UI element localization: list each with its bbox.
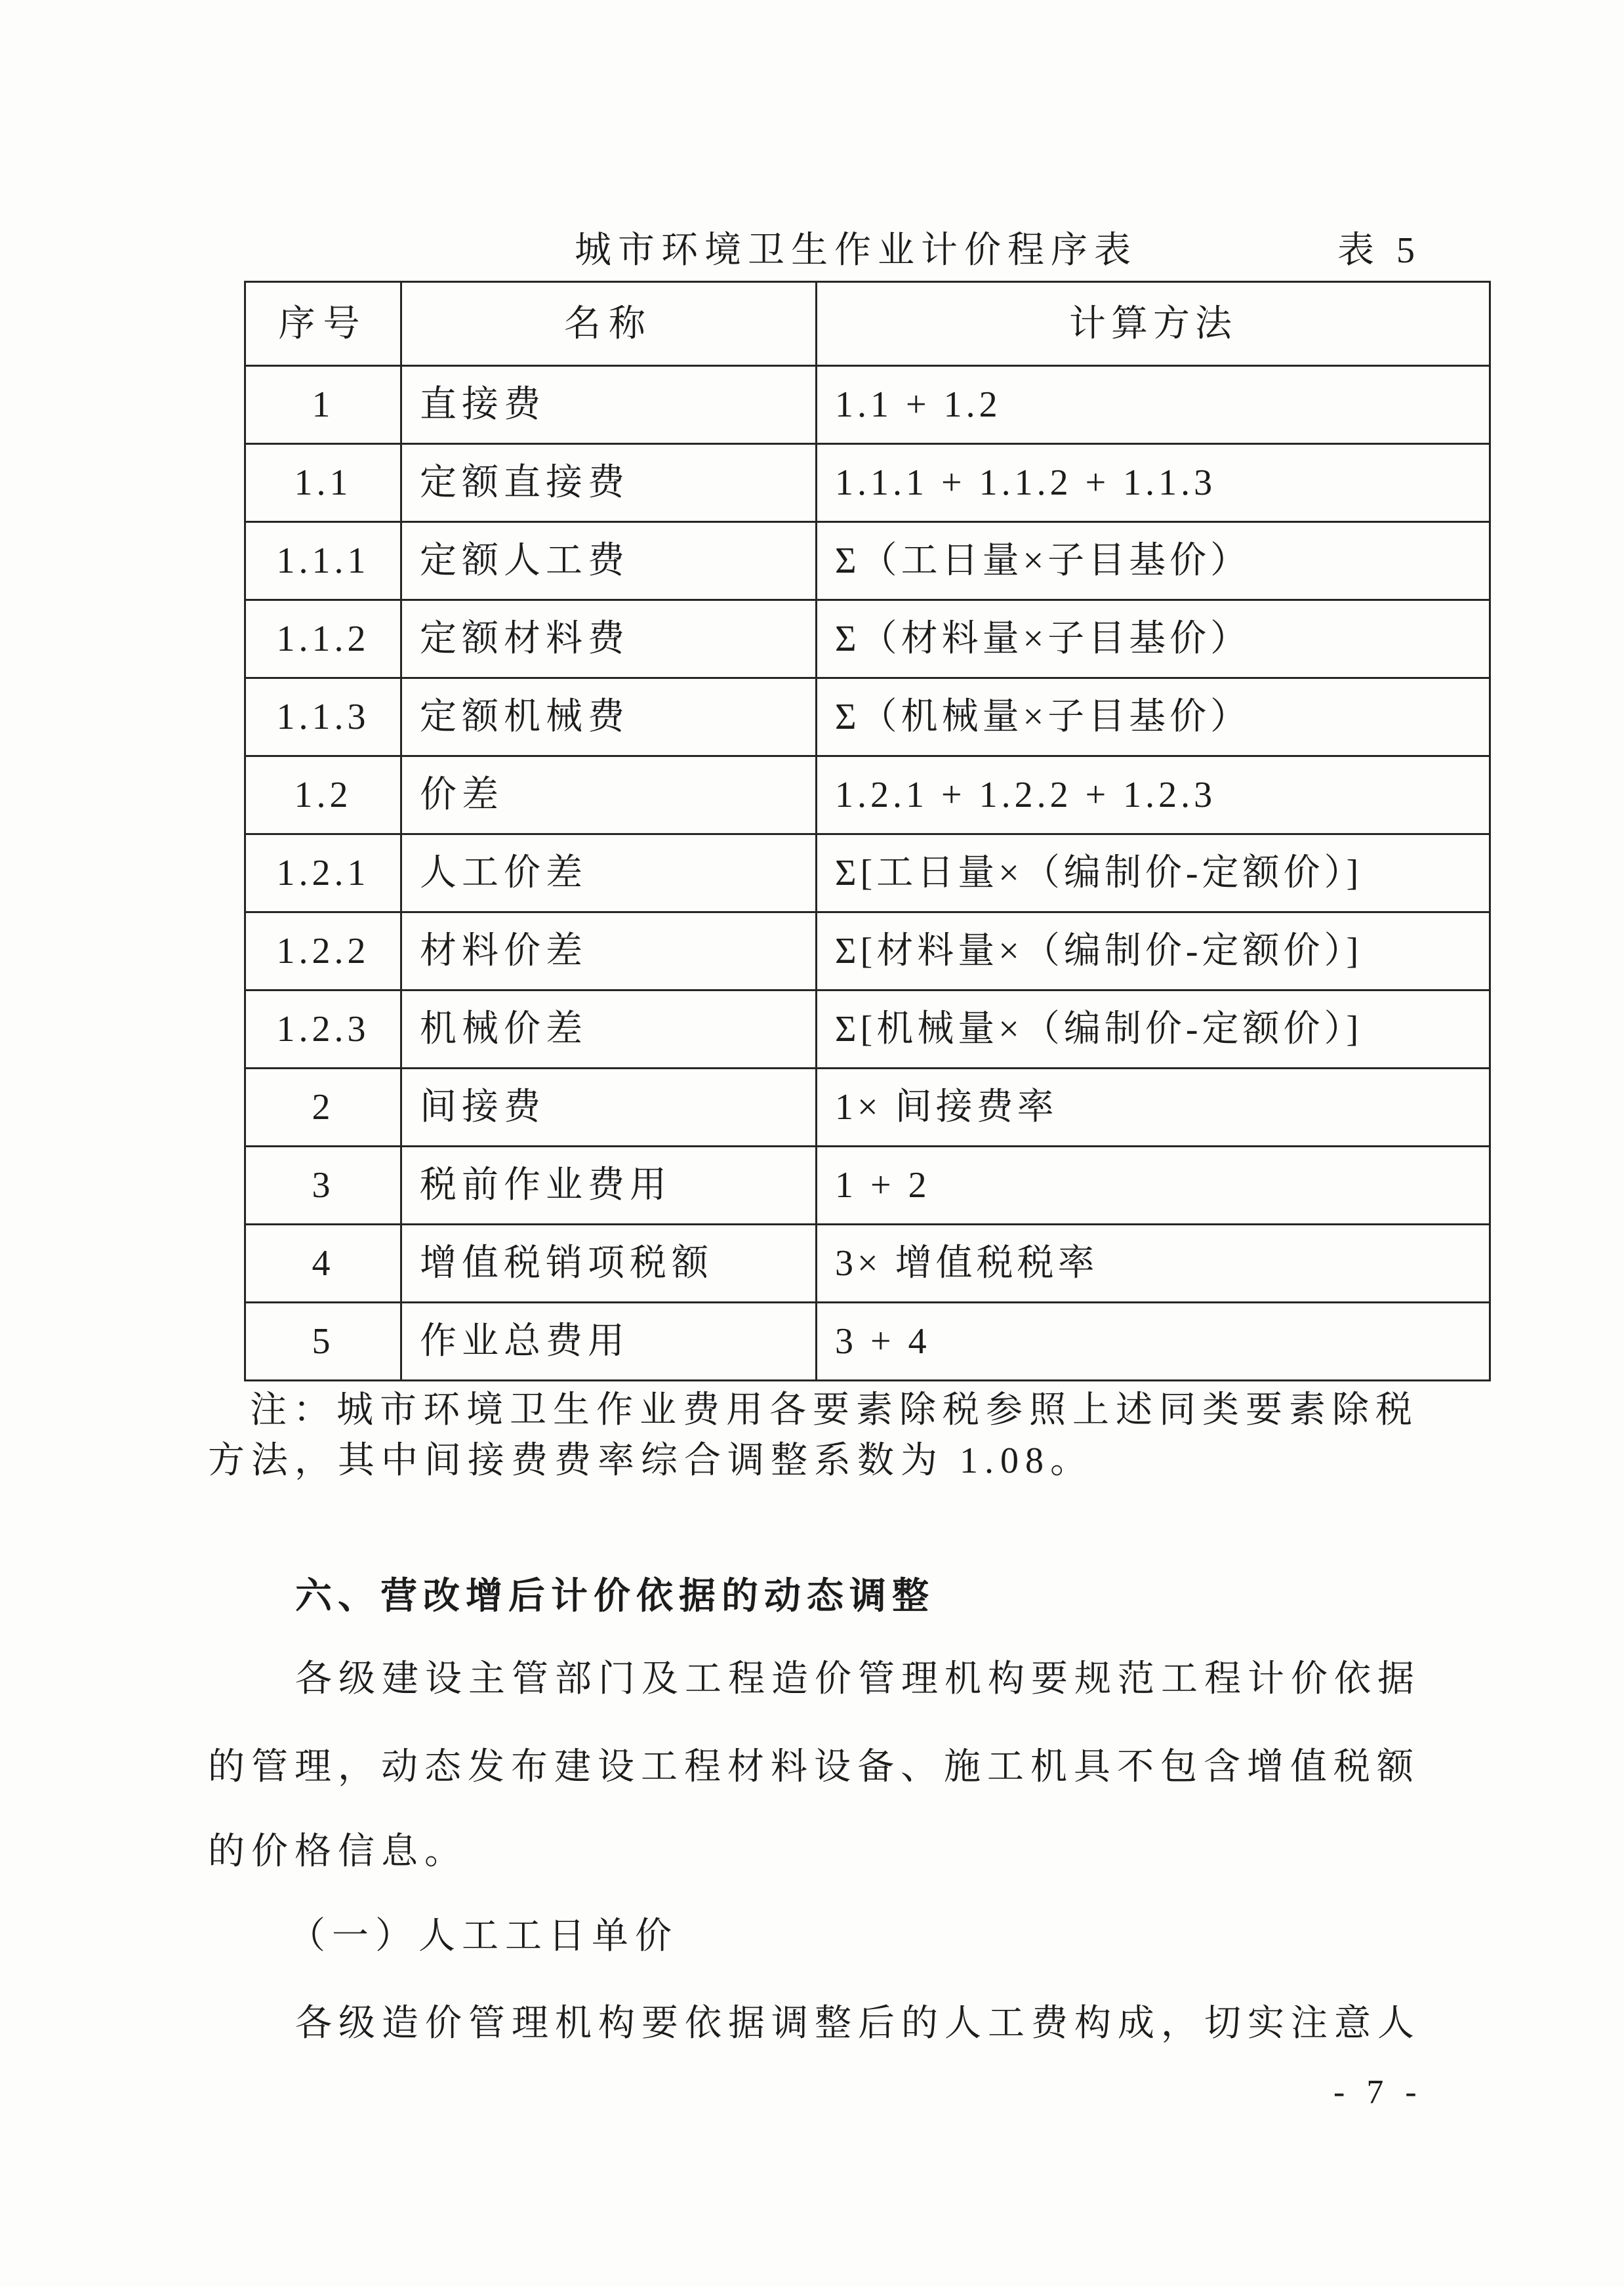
table-header-row: [245, 282, 1490, 366]
cell-serial-number: 1.1.3: [245, 678, 401, 756]
cell-calculation-method: Σ（材料量×子目基价）: [817, 600, 1490, 678]
table-row: [245, 522, 1490, 600]
cell-calculation-method: 1 + 2: [817, 1147, 1490, 1225]
paragraph-line: 的价格信息。: [208, 1831, 468, 1872]
cell-serial-number: 1.1: [245, 444, 401, 522]
cell-name: 间接费: [401, 1069, 817, 1147]
subsection-heading: （一）人工工日单价: [289, 1916, 678, 1957]
table-row: [245, 366, 1490, 444]
cell-name: 机械价差: [401, 990, 817, 1069]
cell-serial-number: 1.1.2: [245, 600, 401, 678]
cell-name: 直接费: [401, 366, 817, 444]
cell-name: 定额机械费: [401, 678, 817, 756]
table-row: [245, 1147, 1490, 1225]
cell-calculation-method: 1× 间接费率: [817, 1069, 1490, 1147]
cell-serial-number: 1.2: [245, 756, 401, 834]
table-row: [245, 600, 1490, 678]
page-number: - 7 -: [1333, 2073, 1423, 2111]
cell-serial-number: 1.2.3: [245, 990, 401, 1069]
pricing-procedure-table: [244, 281, 1491, 1381]
cell-name: 作业总费用: [401, 1303, 817, 1381]
table-note-line: 注：城市环境卫生作业费用各要素除税参照上述同类要素除税: [250, 1390, 1419, 1431]
cell-calculation-method: 3× 增值税税率: [817, 1225, 1490, 1303]
paragraph-line: 各级造价管理机构要依据调整后的人工费构成，切实注意人: [295, 2003, 1421, 2044]
table-title: 城市环境卫生作业计价程序表: [575, 230, 1137, 271]
cell-name: 增值税销项税额: [401, 1225, 817, 1303]
cell-name: 税前作业费用: [401, 1147, 817, 1225]
table-note-line: 方法，其中间接费费率综合调整系数为 1.08。: [208, 1440, 1093, 1481]
cell-name: 材料价差: [401, 912, 817, 990]
header-calculation-method: 计算方法: [817, 282, 1490, 366]
cell-serial-number: 1.1.1: [245, 522, 401, 600]
cell-calculation-method: Σ[机械量×（编制价-定额价）]: [817, 990, 1490, 1069]
cell-calculation-method: Σ（工日量×子目基价）: [817, 522, 1490, 600]
cell-name: 人工价差: [401, 834, 817, 912]
cell-name: 定额直接费: [401, 444, 817, 522]
paragraph-line: 的管理，动态发布建设工程材料设备、施工机具不包含增值税额: [208, 1747, 1420, 1787]
table-row: [245, 1225, 1490, 1303]
table-row: [245, 912, 1490, 990]
cell-calculation-method: Σ（机械量×子目基价）: [817, 678, 1490, 756]
cell-calculation-method: 1.1 + 1.2: [817, 366, 1490, 444]
cell-name: 定额人工费: [401, 522, 817, 600]
table-row: [245, 990, 1490, 1069]
cell-name: 价差: [401, 756, 817, 834]
table-row: [245, 756, 1490, 834]
cell-serial-number: 5: [245, 1303, 401, 1381]
table-row: [245, 678, 1490, 756]
cell-calculation-method: 3 + 4: [817, 1303, 1490, 1381]
cell-calculation-method: Σ[材料量×（编制价-定额价）]: [817, 912, 1490, 990]
cell-serial-number: 4: [245, 1225, 401, 1303]
table-row: [245, 1303, 1490, 1381]
cell-name: 定额材料费: [401, 600, 817, 678]
cell-serial-number: 3: [245, 1147, 401, 1225]
table-row: [245, 834, 1490, 912]
cell-serial-number: 2: [245, 1069, 401, 1147]
table-row: [245, 1069, 1490, 1147]
section-heading: 六、营改增后计价依据的动态调整: [295, 1575, 935, 1618]
cell-serial-number: 1.2.1: [245, 834, 401, 912]
header-serial-number: 序号: [245, 282, 401, 366]
header-name: 名称: [401, 282, 817, 366]
cell-serial-number: 1.2.2: [245, 912, 401, 990]
cell-calculation-method: 1.2.1 + 1.2.2 + 1.2.3: [817, 756, 1490, 834]
paragraph-line: 各级建设主管部门及工程造价管理机构要规范工程计价依据: [295, 1659, 1421, 1700]
table-row: [245, 444, 1490, 522]
cell-calculation-method: Σ[工日量×（编制价-定额价）]: [817, 834, 1490, 912]
cell-calculation-method: 1.1.1 + 1.1.2 + 1.1.3: [817, 444, 1490, 522]
cell-serial-number: 1: [245, 366, 401, 444]
table-label: 表 5: [1337, 230, 1421, 271]
